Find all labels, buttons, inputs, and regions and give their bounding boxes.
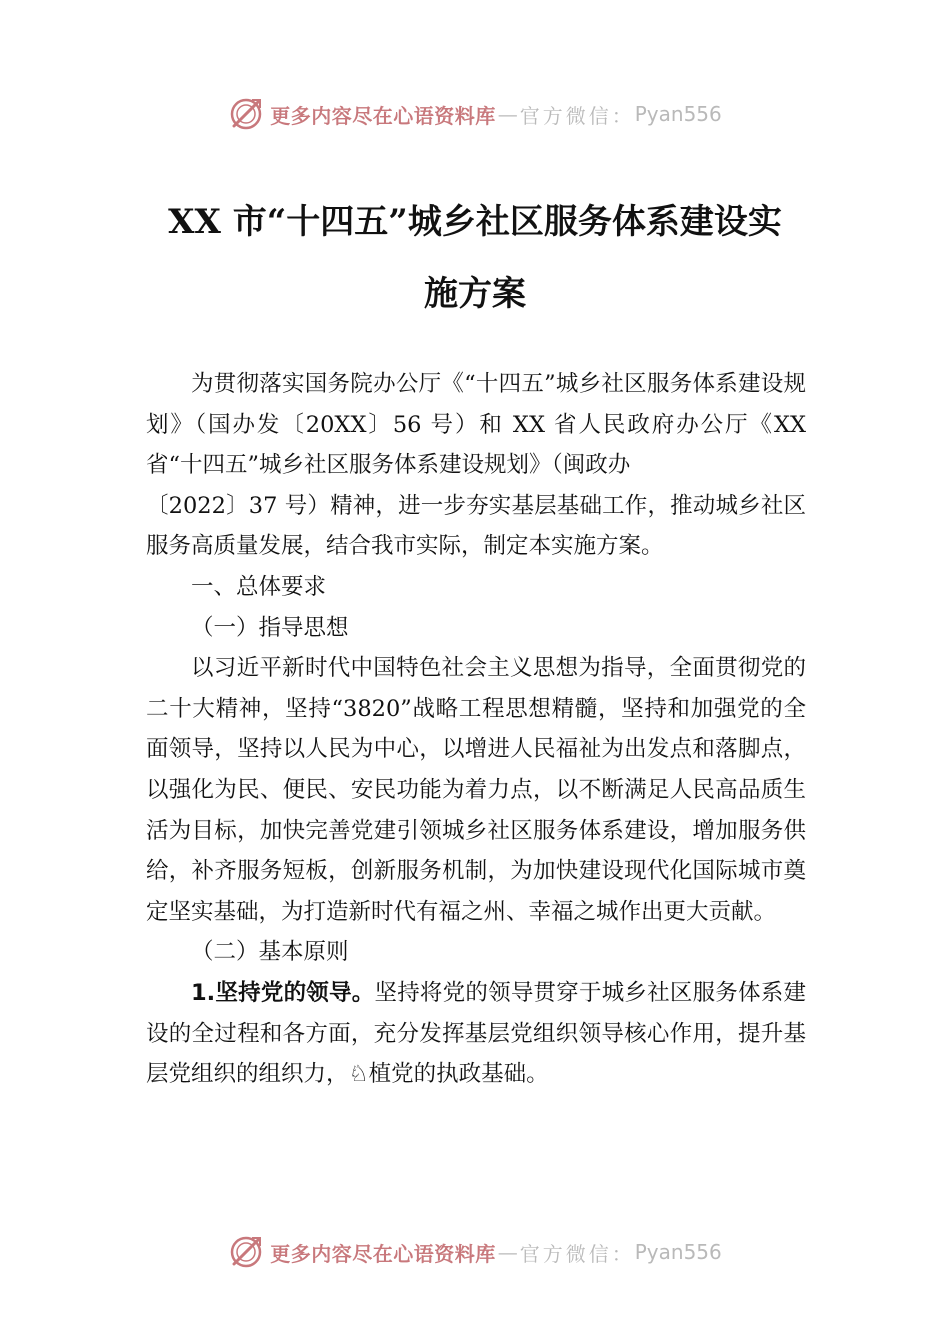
library-logo-icon: [228, 96, 264, 132]
banner-wechat-label: 官方微信：: [519, 1241, 635, 1266]
intro-paragraph-part-2: 〔2022〕37 号）精神，进一步夯实基层基础工作，推动城乡社区服务高质量发展，结合我市实际，制定本实施方案。: [146, 492, 806, 560]
section-heading-general-requirements: 一、总体要求: [191, 573, 327, 600]
banner-text: 更多内容尽在心语资料库: [270, 1241, 496, 1266]
document-title-line-2: 施方案: [424, 274, 526, 314]
intro-paragraph-part-1: 为贯彻落实国务院办公厅《“十四五”城乡社区服务体系建设规划》（国办发〔20XX〕56 号）和 XX 省人民政府办公厅《XX 省“十四五”城乡社区服务体系建设规划》（闽政办: [146, 371, 806, 479]
footer-watermark-banner: [0, 1232, 950, 1272]
banner-separator: —: [497, 102, 518, 126]
library-logo-icon: [228, 1234, 264, 1270]
document-title-line-1: XX 市“十四五”城乡社区服务体系建设实: [168, 202, 782, 242]
banner-wechat-id: Pyan556: [634, 1240, 722, 1264]
subsection-heading-guiding-ideology: （一）指导思想: [191, 614, 349, 641]
banner-wechat-id: Pyan556: [634, 102, 722, 126]
banner-separator: —: [497, 1240, 518, 1264]
guiding-ideology-paragraph: 以习近平新时代中国特色社会主义思想为指导，全面贯彻党的二十大精神，坚持“3820”战略工程思想精髓，坚持和加强党的全面领导，坚持以人民为中心，以增进人民福祉为出发点和落脚点，以强化为民、便民、安民功能为着力点，以不断满足人民高品质生活为目标，加快完善党建引领城乡社区服务体系建设，增加服务供给，补齐服务短板，创新服务机制，为加快建设现代化国际城市奠定坚实基础，为打造新时代有福之州、幸福之城作出更大贡献。: [146, 655, 806, 925]
document-body: [146, 364, 806, 1095]
principle-1-lead: 1.坚持党的领导。: [191, 979, 375, 1006]
principle-1-paragraph: [146, 973, 806, 1095]
principle-1-body: 坚持将党的领导贯穿于城乡社区服务体系建设的全过程和各方面，充分发挥基层党组织领导核心作用，提升基层党组织的组织力，♘植党的执政基础。: [146, 979, 806, 1088]
banner-text: 更多内容尽在心语资料库: [270, 103, 496, 128]
subsection-heading-basic-principles: （二）基本原则: [191, 939, 349, 966]
header-watermark-banner: [0, 94, 950, 134]
banner-wechat-label: 官方微信：: [519, 103, 635, 128]
